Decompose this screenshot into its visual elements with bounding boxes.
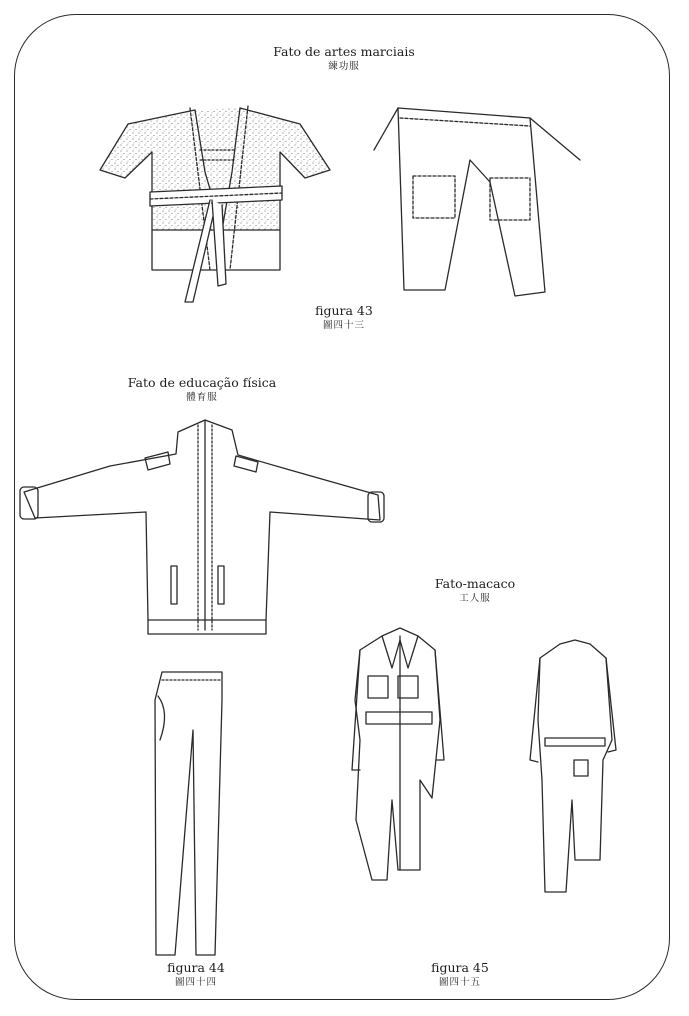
figure-45-caption-pt: Fato-macaco: [434, 576, 516, 591]
overalls-front-drawing: [352, 628, 444, 880]
martial-arts-trousers-drawing: [374, 108, 580, 296]
figure-43-caption-pt: Fato de artes marciais: [273, 44, 415, 59]
figure-44-caption-zh: 體育服: [186, 392, 218, 403]
figure-45-label-zh: 圖四十五: [438, 977, 481, 988]
figure-45-title: [415, 576, 535, 605]
pe-trousers-drawing: [155, 672, 222, 955]
figure-43-label: [294, 303, 394, 332]
pe-jacket-drawing: [20, 420, 384, 634]
figure-44-title: [102, 375, 302, 404]
figure-44-label-zh: 圖四十四: [174, 977, 217, 988]
figure-44-label-pt: figura 44: [167, 960, 225, 975]
figure-45-label-pt: figura 45: [431, 960, 489, 975]
figure-43-title: [244, 44, 444, 73]
figure-43-label-pt: figura 43: [315, 303, 373, 318]
figure-45-label: [410, 960, 510, 989]
figure-44-caption-pt: Fato de educação física: [127, 375, 277, 390]
figure-44-label: [146, 960, 246, 989]
martial-arts-jacket-drawing: [100, 106, 330, 302]
figure-43-caption-zh: 練功服: [328, 61, 360, 72]
overalls-back-drawing: [530, 640, 616, 892]
figure-45-caption-zh: 工人服: [459, 593, 491, 604]
figure-43-label-zh: 圖四十三: [322, 320, 365, 331]
